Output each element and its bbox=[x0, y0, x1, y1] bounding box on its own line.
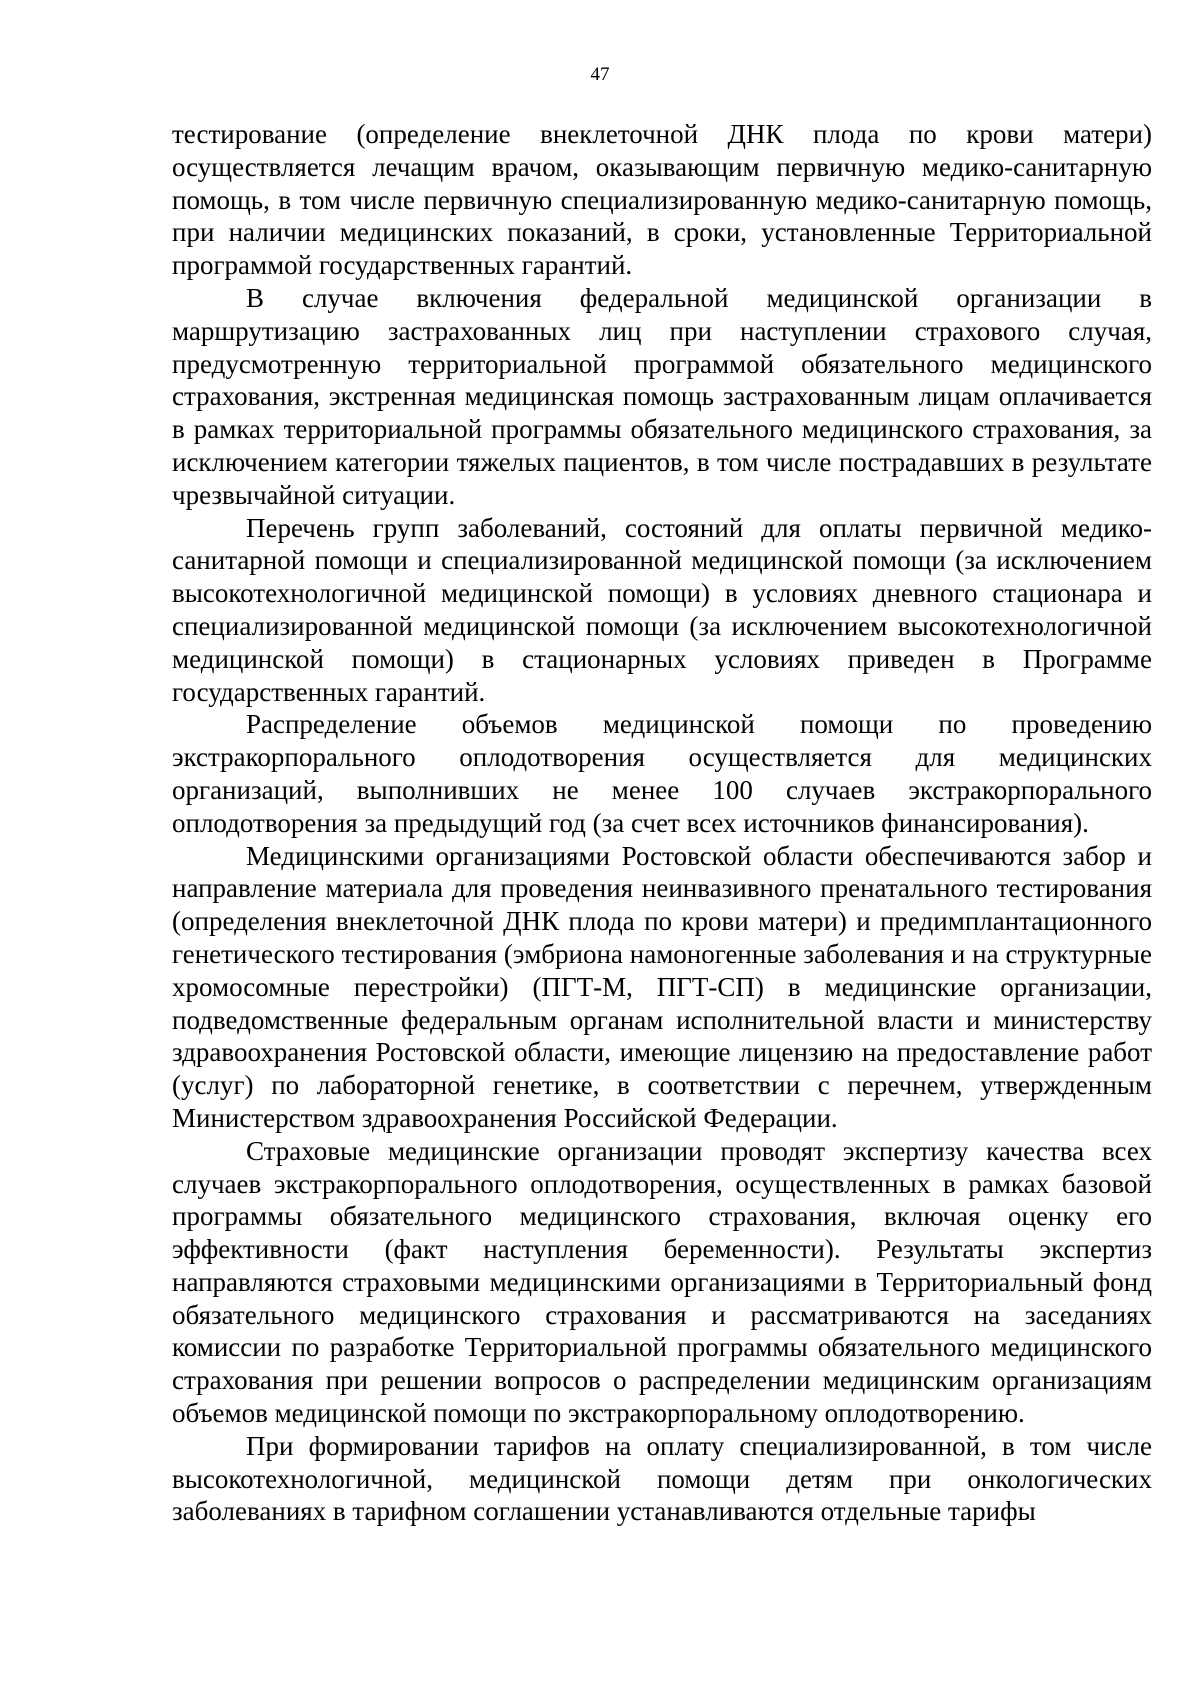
paragraph-insurance-expertise: Страховые медицинские организации проводят экспертизу качества всех случаев экстракорпорального оплодотворения, осуществленных в рамках базовой программы обязательного медицинского страхования, включая оценку его эффективности (факт наступления беременности). Результаты экспертиз направляются страховыми медицинскими организациями в Территориальный фонд обязательного медицинского страхования и рассматриваются на заседаниях комиссии по разработке Территориальной программы обязательного медицинского страхования при решении вопросов о распределении медицинским организациям объемов медицинской помощи по экстракорпоральному оплодотворению. bbox=[172, 1135, 1152, 1429]
paragraph-federal-organization: В случае включения федеральной медицинской организации в маршрутизацию застрахованных лиц при наступлении страхового случая, предусмотренную территориальной программой обязательного медицинского страхования, экстренная медицинская помощь застрахованным лицам оплачивается в рамках территориальной программы обязательного медицинского страхования, за исключением категории тяжелых пациентов, в том числе пострадавших в результате чрезвычайной ситуации. bbox=[172, 282, 1152, 510]
paragraph-prenatal-testing: Медицинскими организациями Ростовской области обеспечиваются забор и направление материала для проведения неинвазивного пренатального тестирования (определения внеклеточной ДНК плода по крови матери) и предимплантационного генетического тестирования (эмбриона намоногенные заболевания и на структурные хромосомные перестройки) (ПГТ-М, ПГТ-СП) в медицинские организации, подведомственные федеральным органам исполнительной власти и министерству здравоохранения Ростовской области, имеющие лицензию на предоставление работ (услуг) по лабораторной генетике, в соответствии с перечнем, утвержденным Министерством здравоохранения Российской Федерации. bbox=[172, 840, 1152, 1133]
paragraph-tariffs: При формировании тарифов на оплату специализированной, в том числе высокотехнологичной, медицинской помощи детям при онкологических заболеваниях в тарифном соглашении устанавливаются отдельные тарифы bbox=[172, 1430, 1152, 1527]
document-body bbox=[172, 118, 1152, 1528]
paragraph-eco-distribution: Распределение объемов медицинской помощи по проведению экстракорпорального оплодотворения осуществляется для медицинских организаций, выполнивших не менее 100 случаев экстракорпорального оплодотворения за предыдущий год (за счет всех источников финансирования). bbox=[172, 709, 1152, 838]
page-number: 47 bbox=[590, 64, 610, 85]
paragraph-continuation: тестирование (определение внеклеточной ДНК плода по крови матери) осуществляется лечащим врачом, оказывающим первичную медико-санитарную помощь, в том числе первичную специализированную медико-санитарную помощь, при наличии медицинских показаний, в сроки, установленные Территориальной программой государственных гарантий. bbox=[172, 119, 1152, 281]
paragraph-disease-groups: Перечень групп заболеваний, состояний для оплаты первичной медико-санитарной помощи и специализированной медицинской помощи (за исключением высокотехнологичной медицинской помощи) в условиях дневного стационара и специализированной медицинской помощи (за исключением высокотехнологичной медицинской помощи) в стационарных условиях приведен в Программе государственных гарантий. bbox=[172, 512, 1152, 707]
